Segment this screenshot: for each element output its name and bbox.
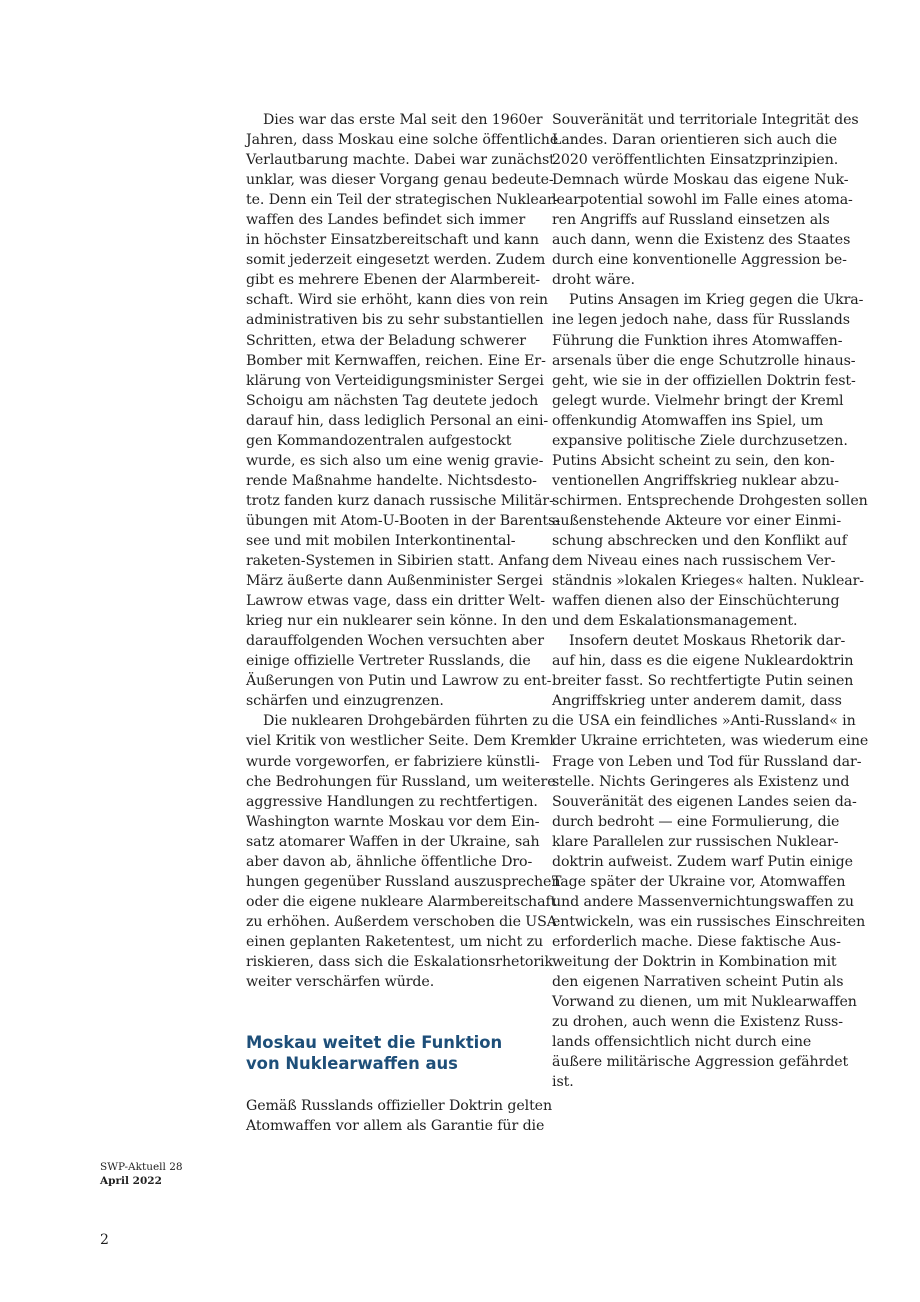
text-line: Frage von Leben und Tod für Russland dar- bbox=[552, 753, 862, 770]
text-line: lands offensichtlich nicht durch eine bbox=[552, 1034, 812, 1051]
text-line: Demnach würde Moskau das eigene Nuk- bbox=[552, 172, 849, 189]
text-line: Putins Ansagen im Krieg gegen die Ukra- bbox=[569, 292, 864, 309]
text-line: rende Maßnahme handelte. Nichtsdesto- bbox=[246, 472, 537, 489]
heading-line: von Nuklearwaffen aus bbox=[246, 1054, 458, 1073]
text-line: waffen des Landes befindet sich immer bbox=[246, 212, 526, 229]
text-line: darauf hin, dass lediglich Personal an eini- bbox=[246, 412, 549, 429]
text-line: viel Kritik von westlicher Seite. Dem Kreml bbox=[246, 733, 554, 750]
text-line: trotz fanden kurz danach russische Militär- bbox=[246, 492, 554, 509]
text-line: Dies war das erste Mal seit den 1960er bbox=[263, 112, 543, 128]
text-line: Atomwaffen vor allem als Garantie für die bbox=[246, 1118, 545, 1135]
text-line: che Bedrohungen für Russland, um weitere bbox=[246, 773, 556, 790]
left-column bbox=[246, 110, 561, 992]
text-line: aber davon ab, ähnliche öffentliche Dro- bbox=[246, 853, 533, 870]
paragraph bbox=[246, 1096, 552, 1136]
text-line: te. Denn ein Teil der strategischen Nuklear- bbox=[246, 192, 559, 209]
text-line: 2020 veröffentlichten Einsatzprinzipien. bbox=[552, 152, 839, 169]
text-line: doktrin aufweist. Zudem warf Putin einige bbox=[552, 853, 853, 870]
text-line: geht, wie sie in der offiziellen Doktrin fest- bbox=[552, 372, 856, 389]
text-line: klärung von Verteidigungsminister Sergei bbox=[246, 372, 544, 389]
text-line: Souveränität des eigenen Landes seien da- bbox=[552, 793, 857, 810]
text-line: Bomber mit Kernwaffen, reichen. Eine Er- bbox=[246, 352, 546, 369]
text-line: Verlautbarung machte. Dabei war zunächst bbox=[246, 152, 555, 169]
text-line: expansive politische Ziele durchzusetzen. bbox=[552, 432, 848, 449]
text-line: wurde, es sich also um eine wenig gravie- bbox=[246, 452, 544, 469]
text-line: droht wäre. bbox=[552, 272, 635, 289]
paragraph bbox=[246, 110, 560, 711]
text-line: durch eine konventionelle Aggression be- bbox=[552, 252, 847, 269]
text-line: Die nuklearen Drohgebärden führten zu bbox=[263, 713, 549, 730]
text-line: Washington warnte Moskau vor dem Ein- bbox=[246, 813, 540, 830]
text-line: Lawrow etwas vage, dass ein dritter Welt- bbox=[246, 593, 545, 610]
text-line: raketen-Systemen in Sibirien statt. Anfang bbox=[246, 553, 550, 570]
text-line: administrativen bis zu sehr substantiellen bbox=[246, 312, 544, 329]
text-line: unklar, was dieser Vorgang genau bedeute- bbox=[246, 172, 554, 189]
text-line: gen Kommandozentralen aufgestockt bbox=[246, 432, 512, 449]
text-line: dem Niveau eines nach russischem Ver- bbox=[552, 553, 836, 570]
text-line: hungen gegenüber Russland auszusprechen bbox=[246, 873, 561, 890]
paragraph bbox=[552, 290, 868, 631]
text-line: schaft. Wird sie erhöht, kann dies von rein bbox=[246, 292, 548, 309]
text-line: einen geplanten Raketentest, um nicht zu bbox=[246, 933, 544, 950]
text-line: der Ukraine errichteten, was wiederum eine bbox=[552, 733, 869, 750]
text-line: außenstehende Akteure vor einer Einmi- bbox=[552, 512, 842, 529]
text-line: durch bedroht — eine Formulierung, die bbox=[552, 813, 840, 830]
text-line: einige offizielle Vertreter Russlands, die bbox=[246, 653, 531, 670]
text-line: Gemäß Russlands offizieller Doktrin gelten bbox=[246, 1098, 552, 1114]
text-line: die USA ein feindliches »Anti-Russland« in bbox=[552, 713, 856, 730]
text-line: weiter verschärfen würde. bbox=[246, 974, 435, 991]
text-line: gelegt wurde. Vielmehr bringt der Kreml bbox=[552, 392, 844, 409]
text-line: ist. bbox=[552, 1074, 574, 1091]
text-line: schärfen und einzugrenzen. bbox=[246, 693, 444, 710]
text-line: Jahren, dass Moskau eine solche öffentliche bbox=[246, 132, 559, 149]
publication-label: SWP-Aktuell 28 bbox=[100, 1161, 183, 1173]
text-line: ine legen jedoch nahe, dass für Russlands bbox=[552, 312, 850, 329]
text-line: waffen dienen also der Einschüchterung bbox=[552, 593, 840, 610]
text-line: Schoigu am nächsten Tag deutete jedoch bbox=[246, 392, 539, 409]
text-line: see und mit mobilen Interkontinental- bbox=[246, 532, 516, 549]
text-line: Angriffskrieg unter anderem damit, dass bbox=[552, 693, 842, 710]
text-line: arsenals über die enge Schutzrolle hinaus- bbox=[552, 352, 856, 369]
text-line: ständnis »lokalen Krieges« halten. Nuklear- bbox=[552, 573, 864, 590]
text-line: aggressive Handlungen zu rechtfertigen. bbox=[246, 793, 538, 810]
text-line: Souveränität und territoriale Integrität des bbox=[552, 112, 859, 128]
text-line: Landes. Daran orientieren sich auch die bbox=[552, 132, 838, 149]
text-line: Insofern deutet Moskaus Rhetorik dar- bbox=[569, 633, 846, 650]
publication-date: April 2022 bbox=[100, 1175, 162, 1187]
paragraph bbox=[246, 711, 561, 992]
text-line: zu erhöhen. Außerdem verschoben die USA bbox=[246, 913, 557, 930]
text-line: riskieren, dass sich die Eskalationsrhetorik bbox=[246, 953, 553, 970]
text-line: März äußerte dann Außenminister Sergei bbox=[246, 573, 543, 590]
text-line: somit jederzeit eingesetzt werden. Zudem bbox=[246, 252, 546, 269]
text-line: learpotential sowohl im Falle eines atoma- bbox=[552, 192, 853, 209]
text-line: Putins Absicht scheint zu sein, den kon- bbox=[552, 452, 835, 469]
text-line: entwickeln, was ein russisches Einschreiten bbox=[552, 913, 866, 930]
text-line: satz atomarer Waffen in der Ukraine, sah bbox=[246, 833, 540, 850]
text-line: erforderlich mache. Diese faktische Aus- bbox=[552, 933, 841, 950]
heading-line: Moskau weitet die Funktion bbox=[246, 1033, 503, 1052]
text-line: schung abschrecken und den Konflikt auf bbox=[552, 532, 847, 549]
page-number: 2 bbox=[100, 1232, 109, 1248]
text-line: offenkundig Atomwaffen ins Spiel, um bbox=[552, 412, 824, 429]
text-line: auf hin, dass es die eigene Nukleardoktrin bbox=[552, 653, 854, 670]
text-line: klare Parallelen zur russischen Nuklear- bbox=[552, 833, 839, 850]
text-line: ventionellen Angriffskrieg nuklear abzu- bbox=[552, 472, 839, 489]
text-line: ren Angriffs auf Russland einsetzen als bbox=[552, 212, 830, 229]
text-line: gibt es mehrere Ebenen der Alarmbereit- bbox=[246, 272, 541, 289]
text-line: Äußerungen von Putin und Lawrow zu ent- bbox=[246, 673, 552, 690]
text-line: äußere militärische Aggression gefährdet bbox=[552, 1054, 849, 1071]
text-line: oder die eigene nukleare Alarmbereitschaft bbox=[246, 893, 557, 910]
text-line: Führung die Funktion ihres Atomwaffen- bbox=[552, 332, 843, 349]
text-line: auch dann, wenn die Existenz des Staates bbox=[552, 232, 851, 249]
text-line: zu drohen, auch wenn die Existenz Russ- bbox=[552, 1014, 843, 1031]
paragraph bbox=[552, 110, 859, 290]
text-line: krieg nur ein nuklearer sein könne. In den bbox=[246, 613, 548, 630]
text-line: stelle. Nichts Geringeres als Existenz und bbox=[552, 773, 850, 790]
text-line: weitung der Doktrin in Kombination mit bbox=[552, 953, 837, 970]
text-line: den eigenen Narrativen scheint Putin als bbox=[552, 974, 844, 991]
text-line: schirmen. Entsprechende Drohgesten sollen bbox=[552, 492, 868, 509]
text-line: und dem Eskalationsmanagement. bbox=[552, 613, 798, 630]
text-line: in höchster Einsatzbereitschaft und kann bbox=[246, 232, 539, 249]
text-line: wurde vorgeworfen, er fabriziere künstli- bbox=[246, 753, 540, 770]
footer bbox=[100, 1160, 183, 1188]
paragraph bbox=[552, 631, 869, 1092]
text-line: Tage später der Ukraine vor, Atomwaffen bbox=[552, 873, 846, 890]
text-line: breiter fasst. So rechtfertigte Putin seinen bbox=[552, 673, 854, 690]
text-line: darauffolgenden Wochen versuchten aber bbox=[246, 633, 544, 650]
text-line: übungen mit Atom-U-Booten in der Barents- bbox=[246, 512, 560, 529]
right-column bbox=[552, 110, 869, 1092]
text-line: Schritten, etwa der Beladung schwerer bbox=[246, 332, 526, 349]
section-heading bbox=[246, 1032, 502, 1074]
text-line: Vorwand zu dienen, um mit Nuklearwaffen bbox=[552, 994, 857, 1011]
text-line: und andere Massenvernichtungswaffen zu bbox=[552, 893, 854, 910]
